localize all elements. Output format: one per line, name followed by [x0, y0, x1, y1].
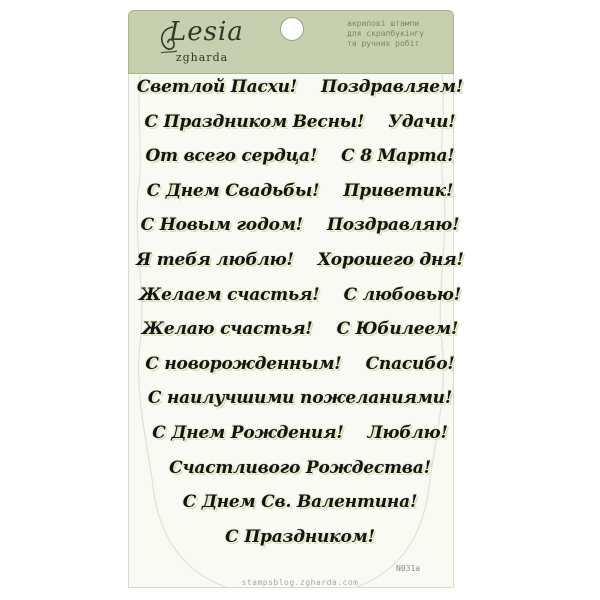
stamp-phrase: С Юбилеем!	[336, 319, 459, 340]
stamp-row	[0, 105, 600, 139]
stamp-phrase: С наилучшими пожеланиями!	[147, 388, 453, 409]
stamp-row	[0, 520, 600, 554]
stamp-phrase: Поздравляю!	[326, 215, 460, 236]
stamp-row	[0, 381, 600, 415]
stamp-phrase: Хорошего дня!	[317, 250, 464, 270]
stamp-row	[0, 312, 600, 346]
stamp-phrase: С Новым годом!	[140, 215, 303, 236]
tagline-line: для скрапбукінгу	[347, 29, 425, 38]
stamp-row	[0, 451, 600, 485]
tagline	[347, 19, 451, 49]
stamp-phrase: Поздравляем!	[321, 77, 464, 97]
stamp-row	[0, 416, 600, 450]
stamp-row	[0, 347, 600, 381]
stamp-phrase: Я тебя люблю!	[136, 250, 294, 270]
stamp-phrase: От всего сердца!	[145, 146, 318, 167]
stamp-phrase: Люблю!	[367, 423, 448, 443]
stamp-phrase: Желаю счастья!	[141, 319, 313, 340]
tagline-line: акрилові штампи	[347, 19, 420, 28]
stamp-row	[0, 278, 600, 312]
stamp-phrase: Приветик!	[343, 180, 454, 201]
product-code: N031a	[396, 564, 421, 573]
stamp-phrase: С Праздником!	[225, 526, 375, 547]
brand-sub: zgharda	[175, 51, 229, 64]
stamp-phrase: Спасибо!	[365, 353, 455, 374]
stamp-phrase: Удачи!	[388, 111, 456, 132]
stamp-phrase: С Днем Рождения!	[152, 423, 344, 443]
stamp-phrase: Желаем счастья!	[139, 284, 320, 305]
stamp-row	[0, 208, 600, 242]
stamp-row	[0, 485, 600, 519]
stamp-phrase: Светлой Пасхи!	[136, 77, 297, 97]
website-url: stampsblog.zgharda.com	[241, 578, 359, 587]
stamp-phrase: С Днем Свадьбы!	[146, 180, 320, 201]
stamp-row	[0, 139, 600, 173]
stamp-phrase: С Днем Св. Валентина!	[182, 492, 418, 513]
stamp-phrase: С Праздником Весны!	[144, 111, 365, 132]
stamp-phrase: С новорожденным!	[145, 353, 342, 374]
stamp-row	[0, 243, 600, 277]
stamp-row	[0, 70, 600, 104]
stamp-phrase: Счастливого Рождества!	[169, 457, 431, 478]
brand-name: Lesia	[169, 17, 244, 47]
stamp-phrase: С 8 Марта!	[341, 146, 455, 167]
tagline-line: та ручних робіт	[347, 39, 420, 48]
brand-logo	[147, 15, 247, 71]
header-card	[128, 10, 454, 74]
hang-hole	[280, 17, 304, 41]
stamp-row	[0, 174, 600, 208]
stamp-phrase: С любовью!	[343, 284, 461, 305]
